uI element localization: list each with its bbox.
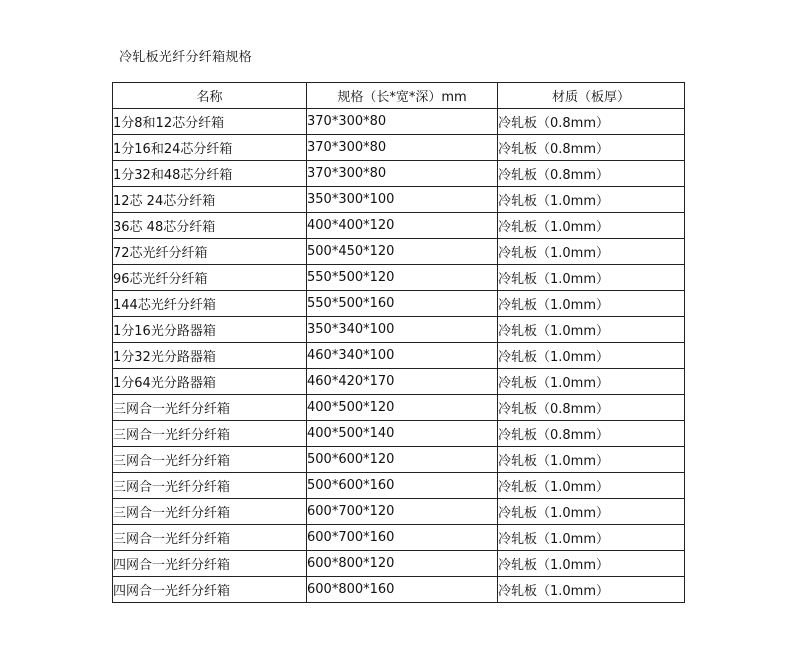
column-header-size: 规格（长*宽*深）mm	[307, 83, 498, 109]
cell-size: 400*500*120	[307, 395, 498, 421]
cell-size: 370*300*80	[307, 109, 498, 135]
cell-size: 370*300*80	[307, 161, 498, 187]
table-row	[113, 109, 685, 135]
cell-material: 冷轧板（1.0mm）	[498, 551, 685, 577]
table-row	[113, 577, 685, 603]
table-row	[113, 395, 685, 421]
table-row	[113, 291, 685, 317]
cell-name: 72芯光纤分纤箱	[113, 239, 307, 265]
cell-size: 600*800*160	[307, 577, 498, 603]
spec-table	[112, 82, 685, 603]
table-row	[113, 447, 685, 473]
cell-material: 冷轧板（1.0mm）	[498, 239, 685, 265]
cell-name: 三网合一光纤分纤箱	[113, 421, 307, 447]
cell-name: 三网合一光纤分纤箱	[113, 395, 307, 421]
cell-name: 1分32和48芯分纤箱	[113, 161, 307, 187]
table-row	[113, 187, 685, 213]
cell-size: 500*600*160	[307, 473, 498, 499]
table-row	[113, 473, 685, 499]
cell-material: 冷轧板（1.0mm）	[498, 187, 685, 213]
cell-size: 500*600*120	[307, 447, 498, 473]
cell-name: 1分64光分路器箱	[113, 369, 307, 395]
cell-material: 冷轧板（1.0mm）	[498, 447, 685, 473]
cell-material: 冷轧板（1.0mm）	[498, 499, 685, 525]
cell-name: 1分16光分路器箱	[113, 317, 307, 343]
cell-size: 600*700*160	[307, 525, 498, 551]
cell-material: 冷轧板（1.0mm）	[498, 265, 685, 291]
cell-material: 冷轧板（0.8mm）	[498, 135, 685, 161]
table-row	[113, 369, 685, 395]
cell-size: 370*300*80	[307, 135, 498, 161]
cell-material: 冷轧板（0.8mm）	[498, 395, 685, 421]
table-body	[113, 109, 685, 603]
cell-material: 冷轧板（1.0mm）	[498, 473, 685, 499]
cell-material: 冷轧板（1.0mm）	[498, 291, 685, 317]
cell-size: 400*400*120	[307, 213, 498, 239]
cell-size: 550*500*120	[307, 265, 498, 291]
table-row	[113, 317, 685, 343]
cell-size: 600*700*120	[307, 499, 498, 525]
cell-name: 三网合一光纤分纤箱	[113, 447, 307, 473]
table-row	[113, 499, 685, 525]
cell-name: 三网合一光纤分纤箱	[113, 499, 307, 525]
cell-name: 1分8和12芯分纤箱	[113, 109, 307, 135]
cell-name: 12芯 24芯分纤箱	[113, 187, 307, 213]
cell-material: 冷轧板（0.8mm）	[498, 109, 685, 135]
table-header-row	[113, 83, 685, 109]
cell-material: 冷轧板（1.0mm）	[498, 369, 685, 395]
table-row	[113, 135, 685, 161]
cell-name: 四网合一光纤分纤箱	[113, 551, 307, 577]
cell-size: 460*420*170	[307, 369, 498, 395]
cell-name: 1分32光分路器箱	[113, 343, 307, 369]
column-header-name: 名称	[113, 83, 307, 109]
cell-size: 350*300*100	[307, 187, 498, 213]
cell-name: 36芯 48芯分纤箱	[113, 213, 307, 239]
cell-size: 550*500*160	[307, 291, 498, 317]
cell-material: 冷轧板（1.0mm）	[498, 343, 685, 369]
cell-material: 冷轧板（1.0mm）	[498, 317, 685, 343]
document-title: 冷轧板光纤分纤箱规格	[119, 50, 253, 65]
cell-size: 460*340*100	[307, 343, 498, 369]
cell-size: 400*500*140	[307, 421, 498, 447]
cell-size: 350*340*100	[307, 317, 498, 343]
column-header-material: 材质（板厚）	[498, 83, 685, 109]
table-row	[113, 525, 685, 551]
cell-size: 600*800*120	[307, 551, 498, 577]
cell-material: 冷轧板（1.0mm）	[498, 577, 685, 603]
table-row	[113, 265, 685, 291]
cell-name: 四网合一光纤分纤箱	[113, 577, 307, 603]
cell-name: 144芯光纤分纤箱	[113, 291, 307, 317]
table-row	[113, 551, 685, 577]
cell-material: 冷轧板（0.8mm）	[498, 421, 685, 447]
cell-name: 三网合一光纤分纤箱	[113, 473, 307, 499]
cell-name: 96芯光纤分纤箱	[113, 265, 307, 291]
table-row	[113, 239, 685, 265]
table-row	[113, 343, 685, 369]
table-row	[113, 161, 685, 187]
table-row	[113, 421, 685, 447]
cell-name: 1分16和24芯分纤箱	[113, 135, 307, 161]
cell-size: 500*450*120	[307, 239, 498, 265]
cell-material: 冷轧板（1.0mm）	[498, 213, 685, 239]
cell-material: 冷轧板（1.0mm）	[498, 525, 685, 551]
cell-name: 三网合一光纤分纤箱	[113, 525, 307, 551]
cell-material: 冷轧板（0.8mm）	[498, 161, 685, 187]
table-row	[113, 213, 685, 239]
